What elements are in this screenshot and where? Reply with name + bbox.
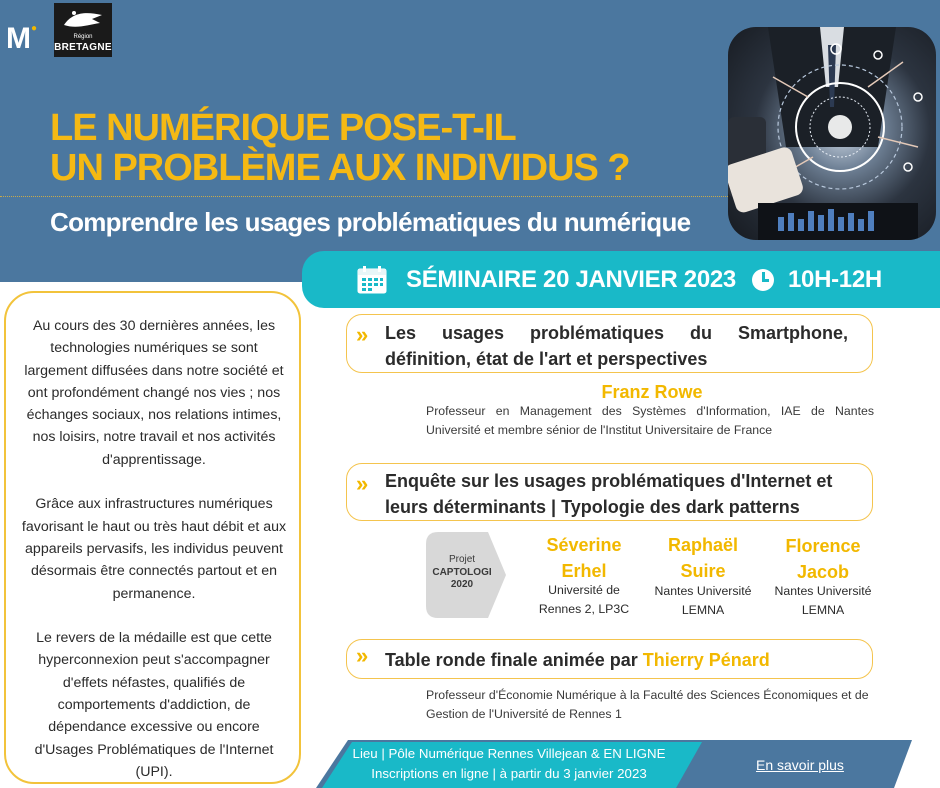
business-hologram-illustration (728, 27, 936, 240)
footer-location: Lieu | Pôle Numérique Rennes Villejean & EN LIGNE (352, 746, 666, 761)
topic-internet-survey (346, 463, 873, 521)
speaker-suire-affiliation: Nantes Université LEMNA (654, 584, 752, 617)
topic-1-title: Les usages problématiques du Smartphone, définition, état de l'art et perspectives (385, 323, 848, 369)
region-logo-big-text: BRETAGNE (54, 42, 112, 53)
topic-smartphone (346, 314, 873, 373)
topic-2-title: Enquête sur les usages problématiques d'Internet et leurs déterminants | Typologie des dark patterns (385, 471, 833, 517)
projet-name: CAPTOLOGI (432, 566, 492, 578)
intro-paragraph-2: Grâce aux infrastructures numériques favorisant le haut ou très haut débit et aux appareils pervasifs, les individus peuvent désormais être connectés partout et en permanence. (21, 496, 287, 602)
moderator-name: Thierry Pénard (642, 650, 770, 670)
m-logo: M● (6, 22, 38, 55)
intro-paragraph-3: Le revers de la médaille est que cette hyperconnexion peut s'accompagner d'effets néfastes, qualifiés de comportements d'addiction, de dépendance excessive ou encore d'Usages Problématiques de l'Internet (UPI). (34, 630, 274, 780)
speaker-franz-rowe: Franz Rowe (601, 382, 703, 402)
seminar-banner (302, 251, 940, 308)
seminar-time: 10H-12H (787, 265, 882, 293)
ermine-icon (62, 7, 104, 33)
footer-info (350, 744, 668, 784)
title-divider (0, 196, 740, 197)
region-bretagne-logo (54, 3, 112, 57)
double-chevron-icon: » (356, 322, 362, 347)
page-subtitle: Comprendre les usages problématiques du numérique (50, 207, 691, 237)
speaker-jacob-affiliation: Nantes Université LEMNA (774, 584, 872, 617)
title-line-2: UN PROBLÈME AUX INDIVIDUS ? (50, 147, 630, 189)
projet-badge (426, 532, 506, 618)
intro-paragraph-1: Au cours des 30 dernières années, les technologies numériques se sont largement diffusées dans notre société et ont profondément changé nos vies ; nos échanges sociaux, nos relations intimes, nos loisirs, notre travail et nos activités d'apprentissage. (24, 318, 284, 468)
footer-registration: Inscriptions en ligne | à partir du 3 janvier 2023 (371, 766, 647, 781)
projet-year: 2020 (450, 579, 474, 590)
topic-3-title: Table ronde finale animée par (385, 650, 643, 670)
speaker-suire-name: Raphaël Suire (667, 535, 739, 581)
double-chevron-icon: » (356, 643, 362, 668)
moderator-desc: Professeur d'Économie Numérique à la Faculté des Sciences Économiques et de Gestion de l'Université de Rennes 1 (426, 688, 869, 721)
speaker-franz-rowe-desc: Professeur en Management des Systèmes d'Information, IAE de Nantes Université et membre sénior de l'Institut Universitaire de France (426, 404, 874, 437)
intro-text (18, 315, 290, 788)
title-line-1: LE NUMÉRIQUE POSE-T-IL (50, 107, 516, 149)
clock-icon (752, 269, 774, 291)
speaker-erhel-affiliation: Université de Rennes 2, LP3C (538, 583, 630, 616)
page-title (50, 108, 730, 188)
speaker-jacob-name: Florence Jacob (785, 536, 861, 582)
region-logo-small-text: Région (73, 34, 93, 40)
topic-round-table (346, 639, 873, 679)
learn-more-link[interactable]: En savoir plus (756, 757, 844, 773)
hero-image (728, 27, 936, 240)
speaker-erhel-name: Séverine Erhel (546, 535, 622, 581)
calendar-icon (357, 266, 387, 294)
double-chevron-icon: » (356, 471, 362, 496)
seminar-date: SÉMINAIRE 20 JANVIER 2023 (406, 265, 736, 293)
projet-label: Projet (448, 554, 476, 565)
